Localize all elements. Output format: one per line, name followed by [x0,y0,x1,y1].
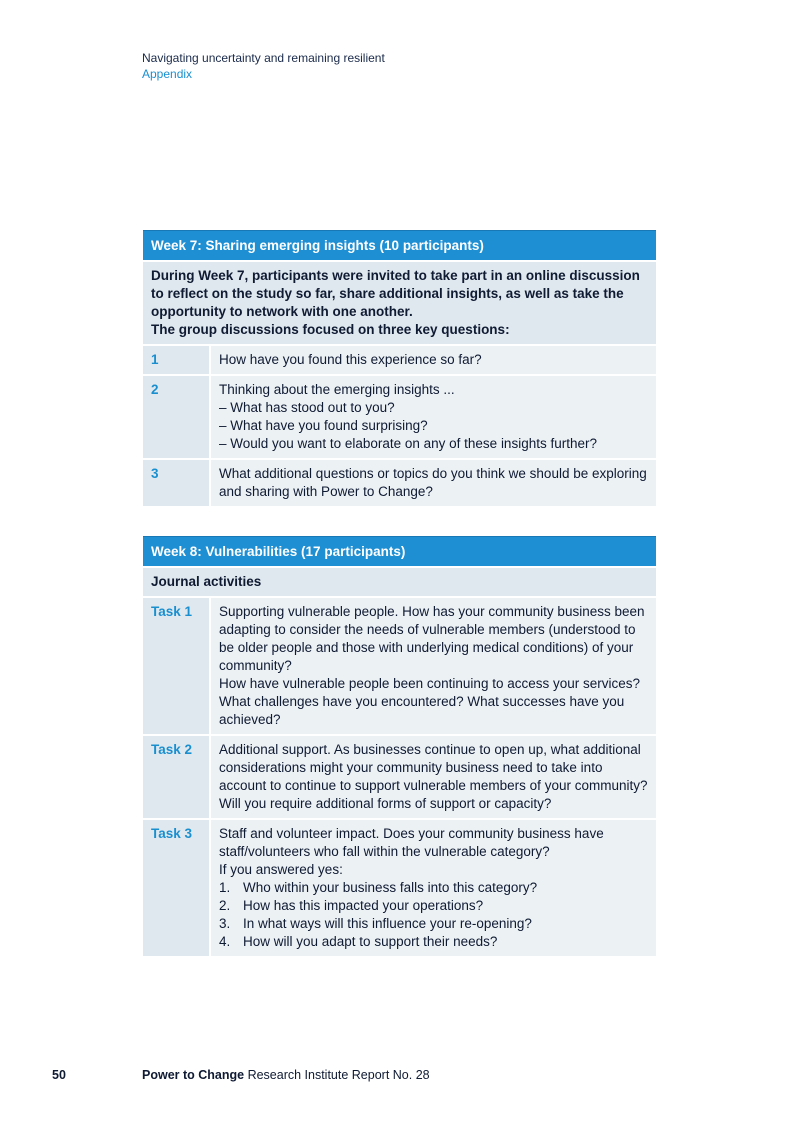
task-line: Staff and volunteer impact. Does your community business have staff/volunteers who fall within the vulnerable category? [219,826,604,859]
list-number: 2. [219,898,231,913]
page-number: 50 [52,1068,66,1082]
question-line: – Would you want to elaborate on any of these insights further? [219,436,597,451]
week7-intro-question: The group discussions focused on three key questions: [151,322,510,337]
list-text: Who within your business falls into this category? [243,880,538,895]
list-number: 4. [219,934,231,949]
task-text [211,736,656,818]
task-line: How have vulnerable people been continuing to access your services? What challenges have you encountered? What successes have you achieved? [219,676,641,727]
list-number: 3. [219,916,231,931]
question-text [211,460,656,506]
question-line: – What have you found surprising? [219,418,428,433]
list-item [219,915,648,933]
running-header [142,50,385,82]
question-line: How have you found this experience so far? [219,352,482,367]
question-number: 1 [143,346,209,374]
task-line: Additional support. As businesses continue to open up, what additional considerations might your community business need to take into account to continue to support vulnerable members of your community? Will you require additional forms of support or capacity? [219,742,648,811]
section-name: Appendix [142,67,193,81]
table-row [143,376,656,458]
task-question-list [219,879,648,951]
task-text [211,820,656,956]
list-text: How will you adapt to support their needs? [243,934,498,949]
week7-title: Week 7: Sharing emerging insights (10 participants) [143,230,656,260]
task-text [211,598,656,734]
report-credit [142,1068,430,1082]
week8-subheading: Journal activities [143,568,656,596]
report-name: Research Institute Report No. 28 [244,1068,430,1082]
week8-title: Week 8: Vulnerabilities (17 participants) [143,536,656,566]
list-item [219,933,648,951]
list-text: How has this impacted your operations? [243,898,484,913]
list-text: In what ways will this influence your re-opening? [243,916,532,931]
table-row [143,598,656,734]
task-label: Task 3 [143,820,209,956]
task-label: Task 1 [143,598,209,734]
table-row [143,820,656,956]
list-item [219,897,648,915]
week7-intro [143,262,656,344]
table-row [143,736,656,818]
question-number: 3 [143,460,209,506]
question-line: Thinking about the emerging insights ... [219,382,455,397]
list-item [219,879,648,897]
task-label: Task 2 [143,736,209,818]
question-text [211,346,656,374]
table-row [143,346,656,374]
question-line: What additional questions or topics do you think we should be exploring and sharing with Power to Change? [219,466,647,499]
week7-intro-text: During Week 7, participants were invited to take part in an online discussion to reflect on the study so far, share additional insights, as well as take the opportunity to network with one another. [151,268,640,319]
question-line: – What has stood out to you? [219,400,395,415]
org-name: Power to Change [142,1068,245,1082]
week8-table [143,536,656,956]
list-number: 1. [219,880,231,895]
task-line: If you answered yes: [219,862,343,877]
table-row [143,460,656,506]
task-line: Supporting vulnerable people. How has your community business been adapting to consider the needs of vulnerable members (understood to be older people and those with underlying medical conditions) of your community? [219,604,645,673]
question-text [211,376,656,458]
document-title: Navigating uncertainty and remaining resilient [142,51,385,65]
question-number: 2 [143,376,209,458]
week7-table [143,230,656,506]
